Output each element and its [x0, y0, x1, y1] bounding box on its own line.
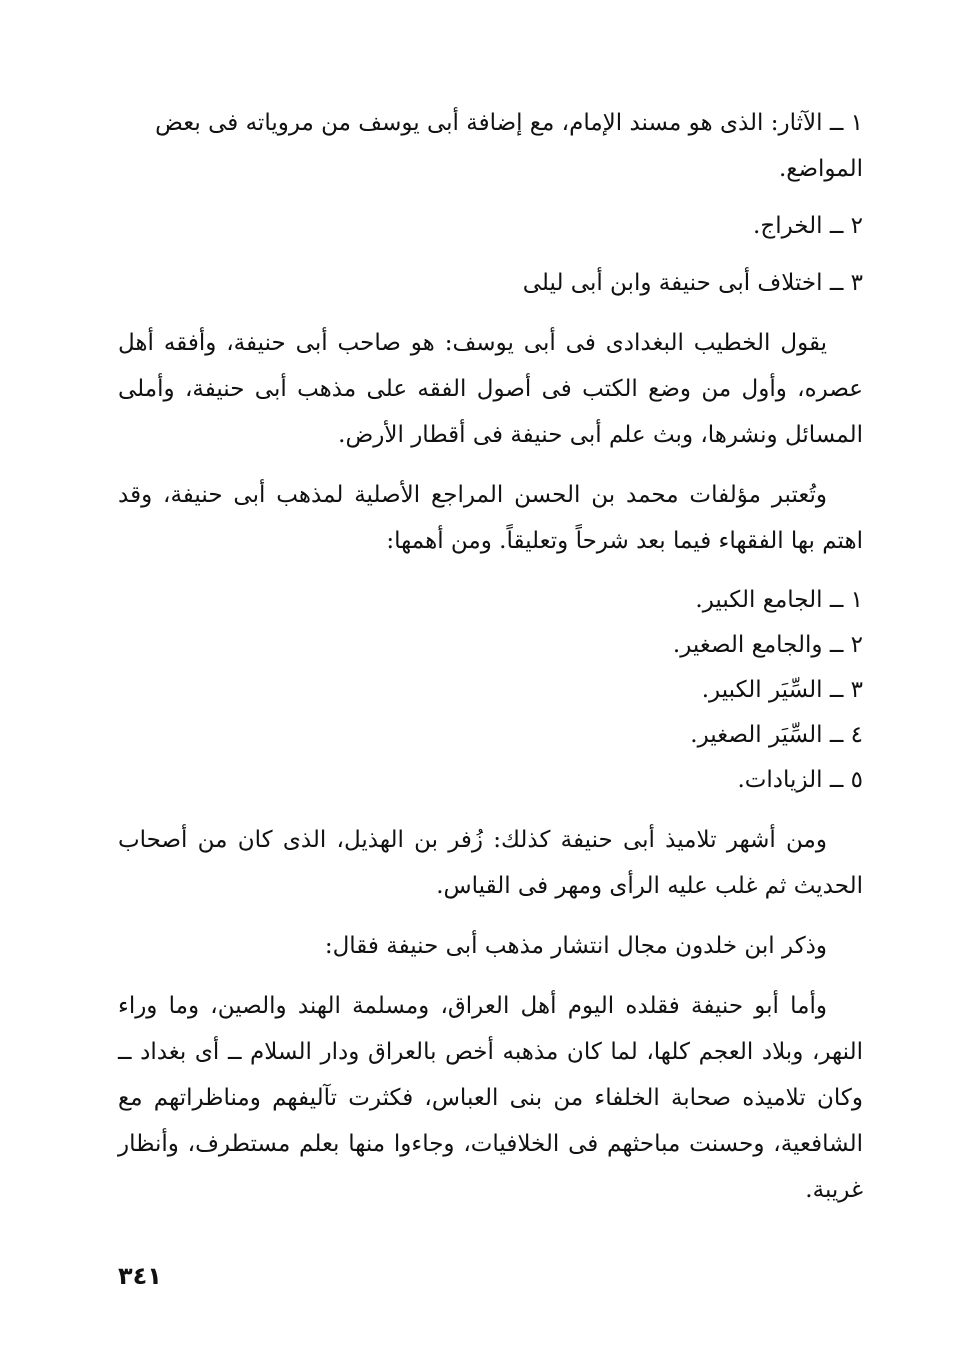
list-item: ٣ ــ اختلاف أبى حنيفة وابن أبى ليلى: [522, 270, 863, 296]
paragraph-quote: وأما أبو حنيفة فقلده اليوم أهل العراق، ومسلمة الهند والصين، وما وراء النهر، وبلاد العجم كلها، لما كان مذهبه أخص بالعراق ودار السلام ــ أى بغداد ــ وكان تلاميذه صحابة الخلفاء من بنى العباس، فكثرت تآليفهم ومناظراتهم مع الشافعية، وحسنت مباحثهم فى الخلافيات، وجاءوا منها بعلم مستطرف، وأنظار غريبة.: [118, 993, 863, 1203]
paragraph-muhammad: وتُعتبر مؤلفات محمد بن الحسن المراجع الأصلية لمذهب أبى حنيفة، وقد اهتم بها الفقهاء فيما بعد شرحاً وتعليقاً. ومن أهمها:: [118, 482, 863, 554]
paragraph-zufar: ومن أشهر تلاميذ أبى حنيفة كذلك: زُفر بن الهذيل، الذى كان من أصحاب الحديث ثم غلب عليه الرأى ومهر فى القياس.: [118, 827, 863, 899]
page-number: ٣٤١: [118, 1262, 162, 1290]
paragraph-khatib: يقول الخطيب البغدادى فى أبى يوسف: هو صاحب أبى حنيفة، وأفقه أهل عصره، وأول من وضع الكتب فى أصول الفقه على مذهب أبى حنيفة، وأملى المسائل ونشرها، وبث علم أبى حنيفة فى أقطار الأرض.: [118, 330, 863, 448]
list-item: ٥ ــ الزيادات.: [737, 767, 863, 793]
works-list-abu-yusuf: [118, 100, 863, 306]
page-body: [118, 100, 863, 1213]
paragraph-ibn-khaldun-intro: وذكر ابن خلدون مجال انتشار مذهب أبى حنيفة فقال:: [324, 933, 827, 959]
list-item: ٣ ــ السِّيَر الكبير.: [701, 677, 863, 703]
list-item: ٢ ــ والجامع الصغير.: [672, 632, 863, 658]
list-item: ١ ــ الجامع الكبير.: [695, 587, 863, 613]
list-item: ١ ــ الآثار: الذى هو مسند الإمام، مع إضافة أبى يوسف من مروياته فى بعض المواضع.: [155, 110, 863, 182]
works-list-muhammad: [118, 578, 863, 803]
list-item: ٢ ــ الخراج.: [753, 213, 863, 239]
list-item: ٤ ــ السِّيَر الصغير.: [690, 722, 863, 748]
